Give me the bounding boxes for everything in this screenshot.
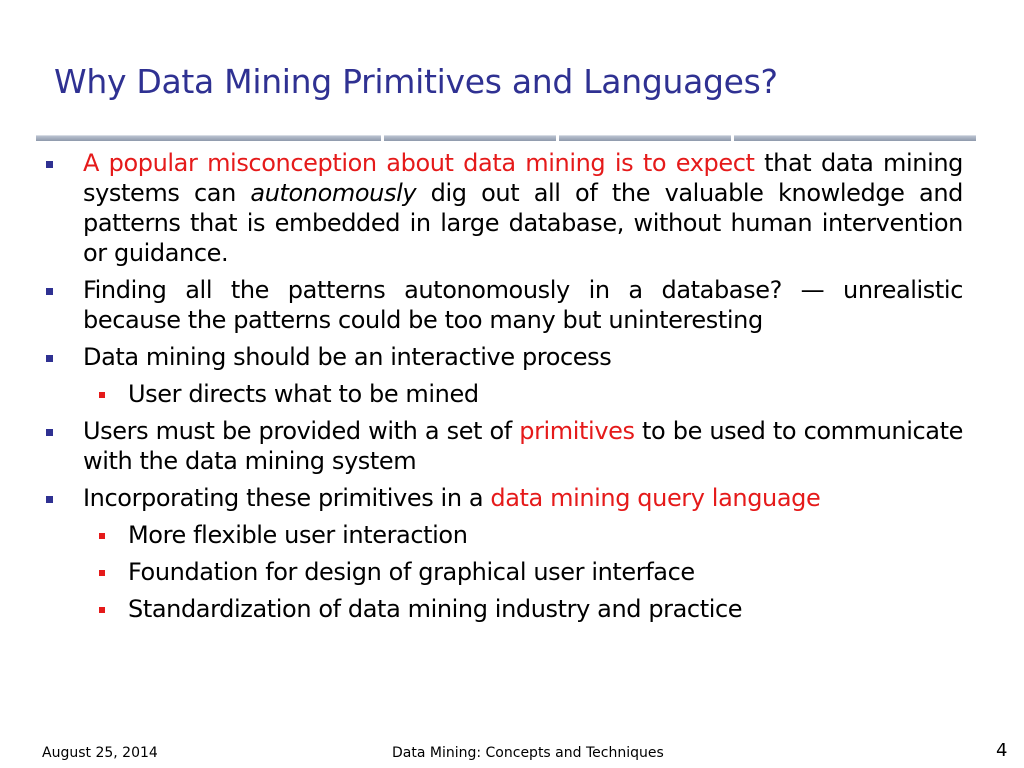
- sub-bullet-standardization: [44, 594, 963, 624]
- bullet-text: that data mining systems can: [83, 149, 963, 207]
- bullet-query-language: [44, 483, 963, 513]
- sub-bullet-text: More flexible user interaction: [128, 521, 468, 549]
- bullet-highlight: data mining query language: [490, 484, 821, 512]
- bullet-primitives: [44, 416, 963, 476]
- sub-bullet-text: Foundation for design of graphical user interface: [128, 558, 695, 586]
- footer-date: August 25, 2014: [42, 745, 158, 761]
- bullet-text: Users must be provided with a set of: [83, 417, 520, 445]
- bullet-highlight: primitives: [519, 417, 635, 445]
- bullet-misconception: [44, 148, 963, 268]
- bullet-emphasis: autonomously: [250, 179, 417, 207]
- bullet-text: Data mining should be an interactive process: [83, 343, 612, 371]
- sub-bullet-gui-foundation: [44, 557, 963, 587]
- bullet-list: [44, 148, 963, 631]
- divider-segment: [36, 135, 381, 141]
- bullet-interactive-process: [44, 342, 963, 372]
- sub-bullet-text: Standardization of data mining industry and practice: [128, 595, 743, 623]
- title-divider: [36, 135, 976, 141]
- sub-bullet-flexible-interaction: [44, 520, 963, 550]
- bullet-text: Finding all the patterns autonomously in a database? — unrealistic because the patterns could be too many but uninteresting: [83, 276, 963, 334]
- sub-bullet-user-directs: [44, 379, 963, 409]
- bullet-finding-patterns: [44, 275, 963, 335]
- bullet-text: Incorporating these primitives in a: [83, 484, 491, 512]
- divider-segment: [559, 135, 731, 141]
- sub-bullet-text: User directs what to be mined: [128, 380, 479, 408]
- slide-title: Why Data Mining Primitives and Languages?: [54, 62, 778, 101]
- bullet-text: dig out all of the valuable knowledge and patterns that is embedded in large database, without human intervention or guidance.: [83, 179, 963, 267]
- bullet-text: to be used to communicate with the data mining system: [83, 417, 963, 475]
- footer-title: Data Mining: Concepts and Techniques: [392, 745, 664, 761]
- bullet-highlight: A popular misconception about data mining is to expect: [83, 149, 755, 177]
- page-number: 4: [996, 740, 1008, 761]
- divider-segment: [734, 135, 976, 141]
- divider-segment: [384, 135, 556, 141]
